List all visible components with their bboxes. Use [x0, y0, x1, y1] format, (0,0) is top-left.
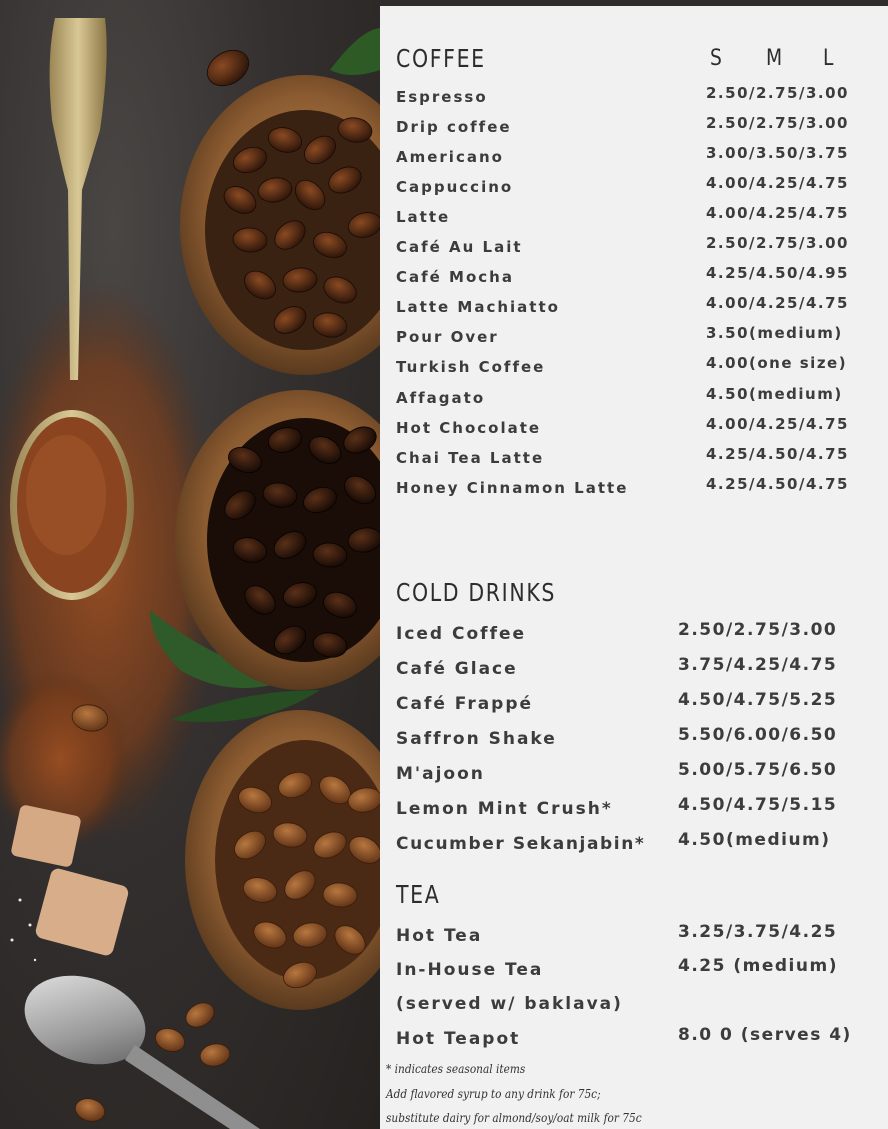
item-name: Café Frappé — [396, 694, 534, 714]
item-price: 2.50/2.75/3.00 — [706, 234, 849, 252]
menu-item — [396, 1025, 888, 1053]
item-name: Affagato — [396, 389, 486, 407]
size-large-label: L — [823, 46, 834, 71]
menu-item — [396, 204, 888, 232]
item-name: Café Glace — [396, 659, 518, 679]
item-price: 4.25/4.50/4.95 — [706, 264, 849, 282]
coffee-heading: COFFEE — [396, 44, 486, 73]
item-price: 4.50/4.75/5.25 — [678, 690, 838, 710]
item-name: Café Au Lait — [396, 238, 523, 256]
coffee-photo-illustration — [0, 0, 380, 1129]
item-price: 4.00/4.25/4.75 — [706, 204, 849, 222]
cold-drinks-heading: COLD DRINKS — [396, 578, 557, 607]
menu-panel — [380, 6, 888, 1129]
menu-item — [396, 324, 888, 352]
item-name: Café Mocha — [396, 268, 514, 286]
menu-item — [396, 956, 888, 984]
menu-item — [396, 114, 888, 142]
item-name: Pour Over — [396, 328, 499, 346]
item-name: Cappuccino — [396, 178, 514, 196]
item-name: Hot Tea — [396, 926, 483, 946]
item-price: 2.50/2.75/3.00 — [678, 620, 838, 640]
menu-item — [396, 830, 888, 858]
item-price: 4.25/4.50/4.75 — [706, 445, 849, 463]
menu-item — [396, 415, 888, 443]
syrup-note: Add flavored syrup to any drink for 75c; — [386, 1087, 601, 1101]
menu-item — [396, 385, 888, 413]
item-name: Americano — [396, 148, 504, 166]
menu-item — [396, 174, 888, 202]
coffee-beans-photo — [0, 0, 380, 1129]
item-name: Lemon Mint Crush* — [396, 799, 613, 819]
menu-item — [396, 690, 888, 718]
menu-item — [396, 725, 888, 753]
item-name: In-House Tea — [396, 960, 544, 980]
item-price: 4.00(one size) — [706, 354, 848, 372]
menu-item — [396, 294, 888, 322]
item-price: 4.00/4.25/4.75 — [706, 294, 849, 312]
item-name: Iced Coffee — [396, 624, 527, 644]
item-price: 3.00/3.50/3.75 — [706, 144, 849, 162]
item-price: 5.00/5.75/6.50 — [678, 760, 838, 780]
menu-item — [396, 264, 888, 292]
menu-item — [396, 655, 888, 683]
menu-item — [396, 620, 888, 648]
item-name: Turkish Coffee — [396, 358, 546, 376]
item-name: M'ajoon — [396, 764, 485, 784]
item-price: 4.25 (medium) — [678, 956, 838, 976]
item-name: (served w/ baklava) — [396, 994, 623, 1014]
item-price: 2.50/2.75/3.00 — [706, 84, 849, 102]
item-price: 4.00/4.25/4.75 — [706, 415, 849, 433]
size-small-label: S — [710, 46, 722, 71]
item-name: Honey Cinnamon Latte — [396, 479, 629, 497]
item-name: Saffron Shake — [396, 729, 557, 749]
item-name: Hot Teapot — [396, 1029, 521, 1049]
menu-item — [396, 922, 888, 950]
item-price: 5.50/6.00/6.50 — [678, 725, 838, 745]
item-price: 8.0 0 (serves 4) — [678, 1025, 852, 1045]
size-medium-label: M — [766, 46, 783, 71]
item-price: 3.50(medium) — [706, 324, 843, 342]
tea-heading: TEA — [396, 880, 441, 909]
item-price: 4.50(medium) — [678, 830, 831, 850]
menu-item — [396, 354, 888, 382]
item-name: Cucumber Sekanjabin* — [396, 834, 646, 854]
menu-item — [396, 84, 888, 112]
item-price: 4.25/4.50/4.75 — [706, 475, 849, 493]
menu-item — [396, 234, 888, 262]
item-name: Latte Machiatto — [396, 298, 560, 316]
menu-item — [396, 795, 888, 823]
item-price: 4.50(medium) — [706, 385, 843, 403]
bottom-bowl — [185, 710, 380, 1010]
item-price: 3.75/4.25/4.75 — [678, 655, 838, 675]
item-name: Drip coffee — [396, 118, 512, 136]
menu-item — [396, 760, 888, 788]
item-price: 2.50/2.75/3.00 — [706, 114, 849, 132]
menu-item — [396, 445, 888, 473]
item-name: Hot Chocolate — [396, 419, 542, 437]
item-price: 3.25/3.75/4.25 — [678, 922, 838, 942]
milk-note: substitute dairy for almond/soy/oat milk for 75c — [386, 1111, 642, 1125]
item-price: 4.50/4.75/5.15 — [678, 795, 838, 815]
menu-item — [396, 994, 888, 1018]
seasonal-note: * indicates seasonal items — [386, 1062, 526, 1076]
menu-item — [396, 144, 888, 172]
item-name: Espresso — [396, 88, 488, 106]
menu-item — [396, 475, 888, 503]
item-price: 4.00/4.25/4.75 — [706, 174, 849, 192]
item-name: Chai Tea Latte — [396, 449, 545, 467]
item-name: Latte — [396, 208, 451, 226]
